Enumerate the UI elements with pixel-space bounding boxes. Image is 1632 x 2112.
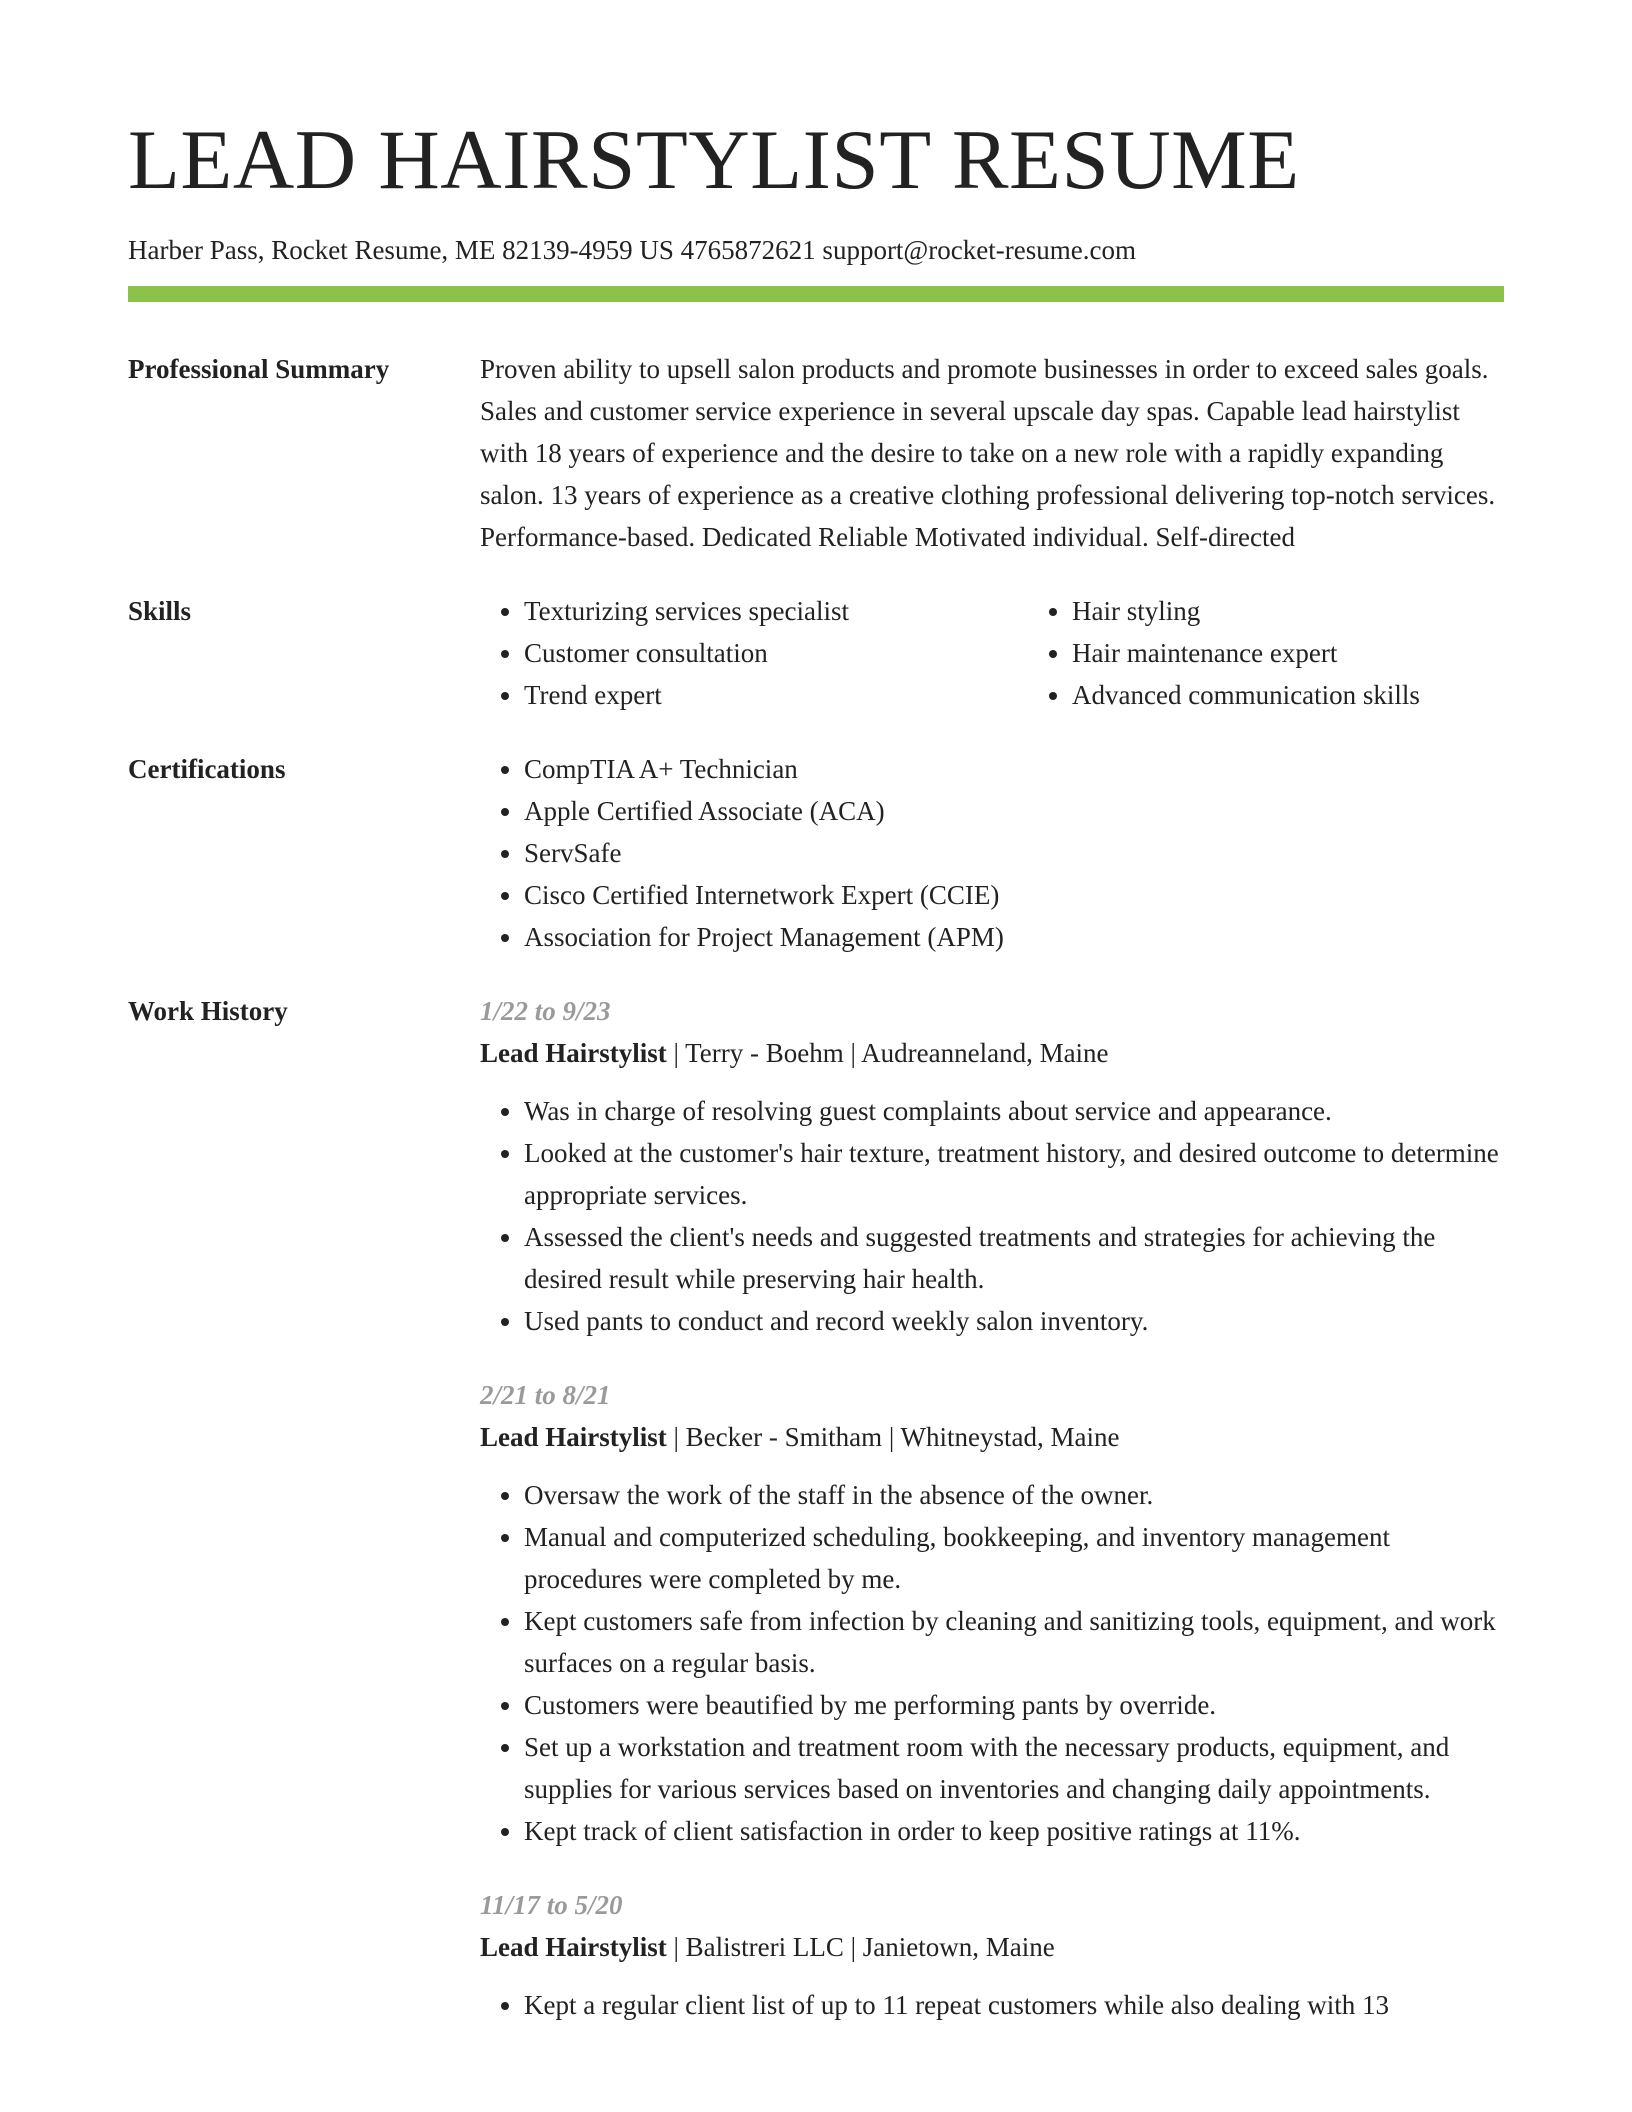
skill-item: • Trend expert <box>524 674 1028 716</box>
job-bullet: • Was in charge of resolving guest complaints about service and appearance. <box>524 1090 1504 1132</box>
certifications-content <box>480 748 1504 958</box>
job-title: Lead Hairstylist <box>480 1932 667 1962</box>
section-skills <box>128 590 1504 716</box>
resume-title: LEAD HAIRSTYLIST RESUME <box>128 113 1300 207</box>
section-work-history <box>128 990 1504 2058</box>
job-dates: 11/17 to 5/20 <box>480 1890 623 1920</box>
job-bullets <box>480 1090 1504 1342</box>
job-bullet: • Kept customers safe from infection by cleaning and sanitizing tools, equipment, and work surfaces on a regular basis. <box>524 1600 1504 1684</box>
job-title: Lead Hairstylist <box>480 1422 667 1452</box>
job-details: | Becker - Smitham | Whitneystad, Maine <box>666 1422 1120 1452</box>
job-bullet: • Oversaw the work of the staff in the absence of the owner. <box>524 1474 1504 1516</box>
skill-item: • Advanced communication skills <box>1072 674 1576 716</box>
section-label-work: Work History <box>128 996 288 1026</box>
job-dates: 1/22 to 9/23 <box>480 996 611 1026</box>
certification-item: • ServSafe <box>524 832 1504 874</box>
job-bullet: • Looked at the customer's hair texture, treatment history, and desired outcome to determine appropriate services. <box>524 1132 1504 1216</box>
skill-item: • Texturizing services specialist <box>524 590 1028 632</box>
certification-item: • Cisco Certified Internetwork Expert (CCIE) <box>524 874 1504 916</box>
certification-item: • Apple Certified Associate (ACA) <box>524 790 1504 832</box>
job-details: | Balistreri LLC | Janietown, Maine <box>666 1932 1055 1962</box>
certification-item: • CompTIA A+ Technician <box>524 748 1504 790</box>
skill-item: • Customer consultation <box>524 632 1028 674</box>
contact-info: Harber Pass, Rocket Resume, ME 82139-4959 US 4765872621 support@rocket-resume.com <box>128 235 1136 265</box>
resume-sections <box>128 348 1504 2090</box>
job-bullet: • Manual and computerized scheduling, bookkeeping, and inventory management procedures were completed by me. <box>524 1516 1504 1600</box>
job-bullet: • Set up a workstation and treatment room with the necessary products, equipment, and supplies for various services based on inventories and changing daily appointments. <box>524 1726 1504 1810</box>
job-bullet: • Assessed the client's needs and suggested treatments and strategies for achieving the desired result while preserving hair health. <box>524 1216 1504 1300</box>
job-heading <box>480 1926 1504 1968</box>
job-bullets <box>480 1984 1504 2026</box>
job-bullet: • Customers were beautified by me performing pants by override. <box>524 1684 1504 1726</box>
job-entry <box>480 990 1504 1342</box>
skills-list-col1 <box>480 590 1028 716</box>
skill-item: • Hair styling <box>1072 590 1576 632</box>
header-divider <box>128 286 1504 302</box>
job-heading <box>480 1416 1504 1458</box>
job-entry <box>480 1884 1504 2026</box>
section-summary <box>128 348 1504 558</box>
job-entry <box>480 1374 1504 1852</box>
job-dates: 2/21 to 8/21 <box>480 1380 611 1410</box>
summary-content <box>480 348 1504 558</box>
certification-item: • Association for Project Management (APM) <box>524 916 1504 958</box>
summary-text: Proven ability to upsell salon products and promote businesses in order to exceed sales goals. Sales and customer service experience in several upscale day spas. Capable lead hairstylist with 18 years of experience and the desire to take on a new role with a rapidly expanding salon. 13 years of experience as a creative clothing professional delivering top-notch services. Performance-based. Dedicated Reliable Motivated individual. Self-directed <box>480 354 1496 552</box>
job-heading <box>480 1032 1504 1074</box>
skill-item: • Hair maintenance expert <box>1072 632 1576 674</box>
job-bullet: • Kept track of client satisfaction in order to keep positive ratings at 11%. <box>524 1810 1504 1852</box>
job-details: | Terry - Boehm | Audreanneland, Maine <box>666 1038 1109 1068</box>
section-certifications <box>128 748 1504 958</box>
certifications-list <box>480 748 1504 958</box>
section-label-summary: Professional Summary <box>128 354 390 384</box>
section-label-certifications: Certifications <box>128 754 286 784</box>
job-bullets <box>480 1474 1504 1852</box>
job-bullet: • Kept a regular client list of up to 11 repeat customers while also dealing with 13 <box>524 1984 1504 2026</box>
work-content <box>480 990 1504 2058</box>
job-title: Lead Hairstylist <box>480 1038 667 1068</box>
job-bullet: • Used pants to conduct and record weekly salon inventory. <box>524 1300 1504 1342</box>
section-label-skills: Skills <box>128 596 192 626</box>
skills-list-col2 <box>1028 590 1576 716</box>
skills-content <box>480 590 1576 716</box>
